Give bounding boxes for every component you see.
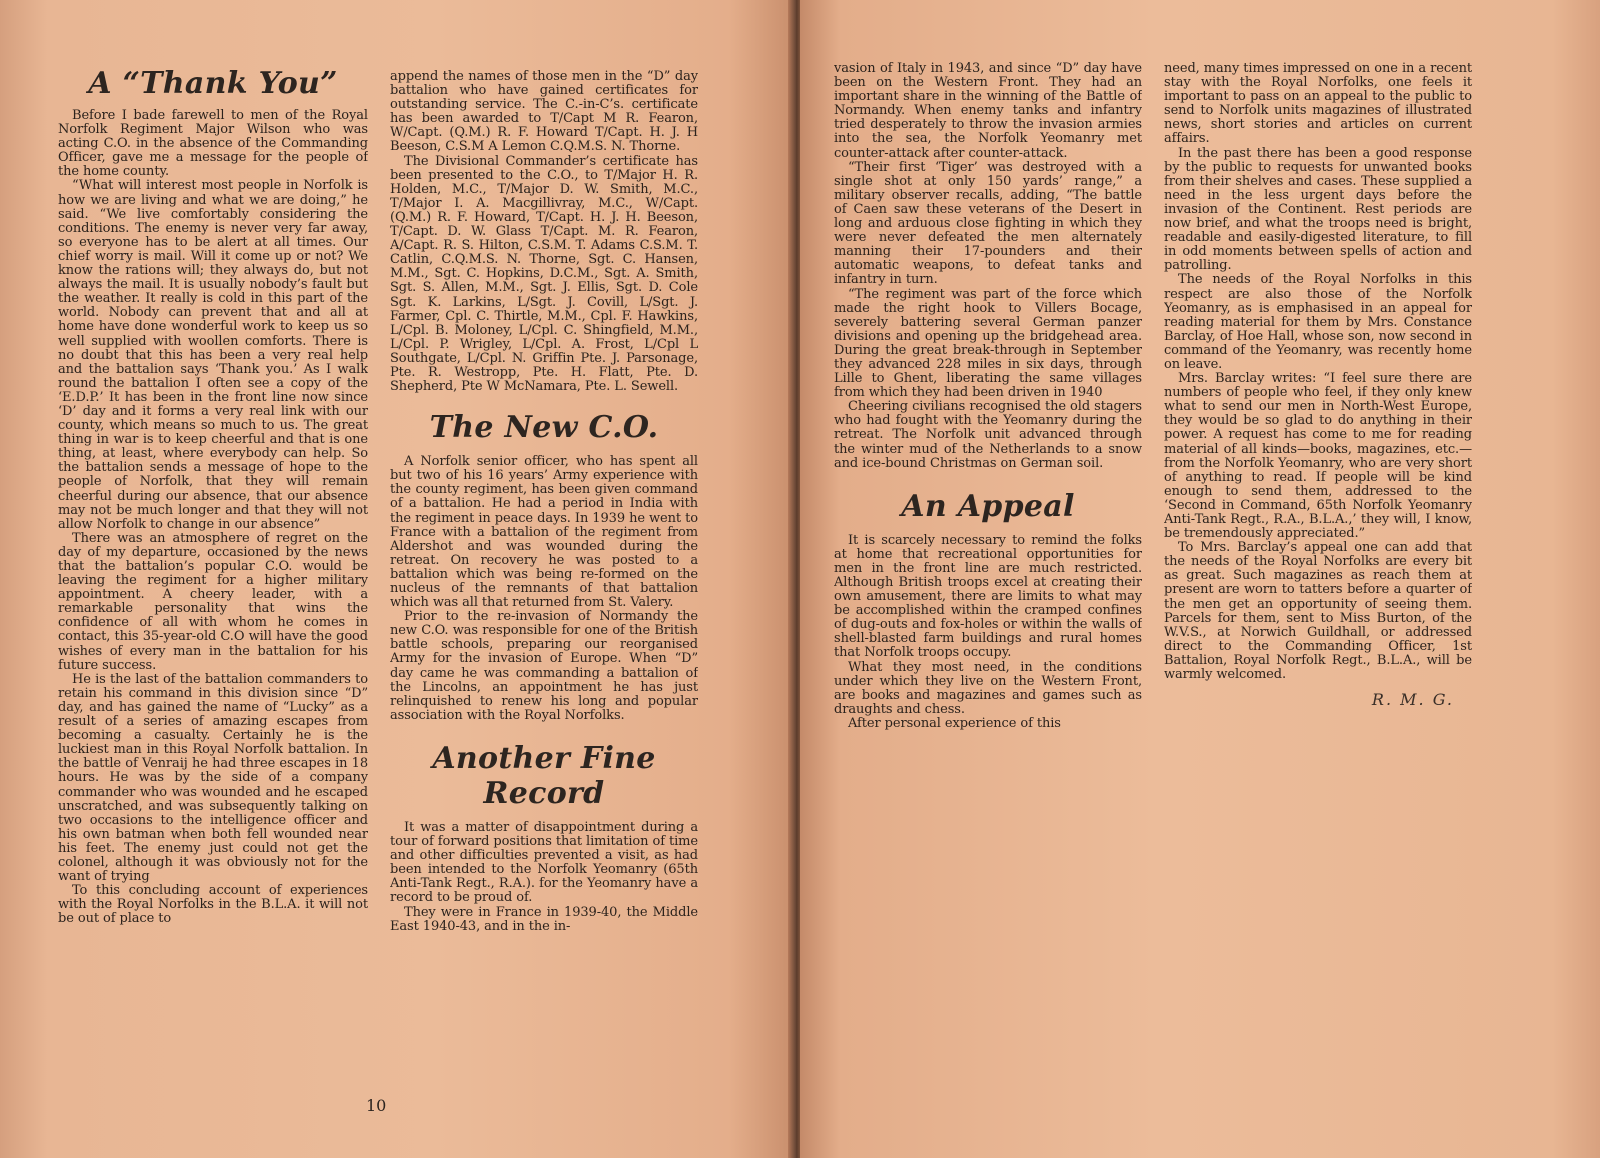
appeal-paragraph: need, many times impressed on one in a recent stay with the Royal Norfolks, one feels it important to pass on an appeal to the public to send to Norfolk units magazines of illustrated news, short stories and articles on current affairs.	[1164, 62, 1472, 147]
thank-you-paragraph: There was an atmosphere of regret on the day of my departure, occasioned by the news that the battalion’s popular C.O. would be leaving the regiment for a higher military appointment. A cheery leader, with a remarkable personality that wins the confidence of all with whom he comes in contact, this 35-year-old C.O will have the good wishes of every man in the battalion for his future success.	[58, 530, 368, 673]
thank-you-continued-paragraph: append the names of those men in the “D” day battalion who have gained certificates for outstanding service. The C.-in-C’s. certificate has been awarded to T/Capt M R. Fearon, W/Capt. (Q.M.) R. F. Howard T/Capt. H. J. H Beeson, C.S.M A Lemon C.Q.M.S. N. Thorne.	[390, 70, 698, 155]
thank-you-paragraph: To this concluding account of experiences with the Royal Norfolks in the B.L.A. it will not be out of place to	[58, 883, 368, 927]
appeal-paragraph: What they most need, in the conditions under which they live on the Western Front, are books and magazines and games such as draughts and chess.	[834, 659, 1142, 717]
appeal-paragraph: Mrs. Barclay writes: “I feel sure there are numbers of people who feel, if they only knew what to send our men in North-West Europe, they would be so glad to do anything in their power. A request has come to me for reading material of all kinds—books, magazines, etc.—from the Norfolk Yeomanry, who are very short of anything to read. If people will be kind enough to send them, addressed to the ‘Second in Command, 65th Norfolk Yeomanry Anti-Tank Regt., R.A., B.L.A.,’ they will, I know, be tremendously appreciated.”	[1164, 371, 1472, 542]
thank-you-paragraph: “What will interest most people in Norfolk is how we are living and what we are doing,” he said. “We live comfortably considering the conditions. The enemy is never very far away, so everyone has to be alert at all times. Our chief worry is mail. Will it come up or not? We know the rations will; they always do, but not always the mail. It is usually nobody’s fault but the weather. It really is cold in this part of the world. Nobody can prevent that and all at home have done wonderful work to keep us so well supplied with woollen comforts. There is no doubt that this has been a very real help and the battalion says ‘Thank you.’ As I walk round the battalion I often see a copy of the ‘E.D.P.’ It has been in the front line now since ‘D’ day and it forms a very real link with our county, which means so much to us. The great thing in war is to keep cheerful and that is one thing, at least, where everybody can help. So the battalion sends a message of hope to the people of Norfolk, that they will remain cheerful during our absence, that our absence may not be much longer and that they will not allow Norfolk to change in our absence”	[58, 178, 368, 532]
fine-record-headline: Another Fine Record	[432, 740, 656, 811]
right-page	[800, 0, 1600, 1158]
appeal-headline: An Appeal	[901, 488, 1075, 524]
thank-you-continued-paragraph: The Divisional Commander’s certificate has been presented to the C.O., to T/Major H. R. Holden, M.C., T/Major D. W. Smith, M.C., T/Major I. A. Macgillivray, M.C., W/Capt. (Q.M.) R. F. Howard, T/Capt. H. J. H. Beeson, T/Capt. D. W. Glass T/Capt. M. R. Fearon, A/Capt. R. S. Hilton, C.S.M. T. Adams C.S.M. T. Catlin, C.Q.M.S. N. Thorne, Sgt. C. Hansen, M.M., Sgt. C. Hopkins, D.C.M., Sgt. A. Smith, Sgt. S. Allen, M.M., Sgt. J. Ellis, Sgt. D. Cole Sgt. K. Larkins, L/Sgt. J. Covill, L/Sgt. J. Farmer, Cpl. C. Thirtle, M.M., Cpl. F. Hawkins, L/Cpl. B. Moloney, L/Cpl. C. Shingfield, M.M., L/Cpl. P. Wrigley, L/Cpl. A. Frost, L/Cpl L Southgate, L/Cpl. N. Griffin Pte. J. Parsonage, Pte. R. Westropp, Pte. H. Flatt, Pte. D. Shepherd, Pte W McNamara, Pte. L. Sewell.	[390, 153, 698, 395]
new-co-paragraph: Prior to the re-invasion of Normandy the new C.O. was responsible for one of the British battle schools, preparing our reorganised Army for the invasion of Europe. When “D” day came he was commanding a battalion of the Lincolns, an appointment he has just relinquished to renew his long and popular association with the Royal Norfolks.	[390, 609, 698, 723]
thank-you-column-1	[58, 66, 368, 1096]
fine-record-paragraph: It was a matter of disappointment during a tour of forward positions that limitation of time and other difficulties prevented a visit, as had been intended to the Norfolk Yeomanry (65th Anti-Tank Regt., R.A.). for the Yeomanry have a record to be proud of.	[390, 819, 698, 906]
appeal-paragraph: It is scarcely necessary to remind the folks at home that recreational opportunities for men in the front line are much restricted. Although British troops excel at creating their own amusement, there are limits to what may be accomplished within the cramped confines of dug-outs and fox-holes or within the walls of shell-blasted farm buildings and rural homes that Norfolk troops occupy.	[834, 532, 1142, 661]
right-column-2	[1164, 62, 1472, 822]
new-co-headline: The New C.O.	[429, 410, 659, 446]
page-number: 10	[366, 1096, 387, 1115]
thank-you-headline: A “Thank You”	[88, 66, 338, 101]
appeal-paragraph: In the past there has been a good response by the public to requests for unwanted books from their shelves and cases. These supplied a need in the less urgent days before the invasion of the Continent. Rest periods are now brief, and what the troops need is bright, readable and easily-digested literature, to fill in odd moments between spells of action and patrolling.	[1164, 145, 1472, 274]
left-page	[0, 0, 792, 1158]
thank-you-paragraph: Before I bade farewell to men of the Royal Norfolk Regiment Major Wilson who was acting C.O. in the absence of the Commanding Officer, gave me a message for the people of the home county.	[58, 108, 368, 180]
left-column-2	[390, 70, 698, 1090]
fine-record-paragraph: They were in France in 1939-40, the Middle East 1940-43, and in the in-	[390, 904, 698, 934]
appeal-paragraph: To Mrs. Barclay’s appeal one can add that the needs of the Royal Norfolks are every bit as great. Such magazines as reach them at present are worn to tatters before a quarter of the men get an opportunity of seeing them. Parcels for them, sent to Miss Burton, of the W.V.S., at Norwich Guildhall, or addressed direct to the Commanding Officer, 1st Battalion, Royal Norfolk Regt., B.L.A., will be warmly welcomed.	[1164, 540, 1472, 683]
fine-record-paragraph: Cheering civilians recognised the old stagers who had fought with the Yeomanry during the retreat. The Norfolk unit advanced through the winter mud of the Netherlands to a snow and ice-bound Christmas on German soil.	[834, 399, 1142, 471]
fine-record-paragraph: “The regiment was part of the force which made the right hook to Villers Bocage, severely battering several German panzer divisions and opening up the bridgehead area. During the great break-through in September they advanced 228 miles in six days, through Lille to Ghent, liberating the same villages from which they had been driven in 1940	[834, 286, 1142, 401]
author-signature: R. M. G.	[1371, 690, 1454, 710]
thank-you-paragraph: He is the last of the battalion commanders to retain his command in this division since “D” day, and has gained the name of “Lucky” as a result of a series of amazing escapes from becoming a casualty. Certainly he is the luckiest man in this Royal Norfolk battalion. In the battle of Venraij he had three escapes in 18 hours. He was by the side of a company commander who was wounded and he escaped unscratched, and was subsequently talking on two occasions to the intelligence officer and his own batman when both fell wounded near his feet. The enemy just could not get the colonel, although it was obviously not for the want of trying	[58, 671, 368, 885]
appeal-paragraph: The needs of the Royal Norfolks in this respect are also those of the Norfolk Yeomanry, as is emphasised in an appeal for reading material for them by Mrs. Constance Barclay, of Hoe Hall, whose son, now second in command of the Yeomanry, was recently home on leave.	[1164, 272, 1472, 372]
appeal-paragraph: After personal experience of this	[848, 715, 1061, 731]
fine-record-paragraph: vasion of Italy in 1943, and since “D” day have been on the Western Front. They had an important share in the winning of the Battle of Normandy. When enemy tanks and infantry tried desperately to throw the invasion armies into the sea, the Norfolk Yeomanry met counter-attack after counter-attack.	[834, 62, 1142, 161]
new-co-paragraph: A Norfolk senior officer, who has spent all but two of his 16 years’ Army experience with the county regiment, has been given command of a battalion. He had a period in India with the regiment in peace days. In 1939 he went to France with a battalion of the regiment from Aldershot and was wounded during the retreat. On recovery he was posted to a battalion which was being re-formed on the nucleus of the remnants of that battalion which was all that returned from St. Valery.	[390, 454, 698, 611]
fine-record-paragraph: “Their first ‘Tiger’ was destroyed with a single shot at only 150 yards’ range,” a military observer recalls, adding, “The battle of Caen saw these veterans of the Desert in long and arduous close fighting in which they were never defeated the men alternately manning their 17-pounders and their automatic weapons, to defeat tanks and infantry in turn.	[834, 159, 1142, 288]
right-column-1	[834, 62, 1142, 822]
